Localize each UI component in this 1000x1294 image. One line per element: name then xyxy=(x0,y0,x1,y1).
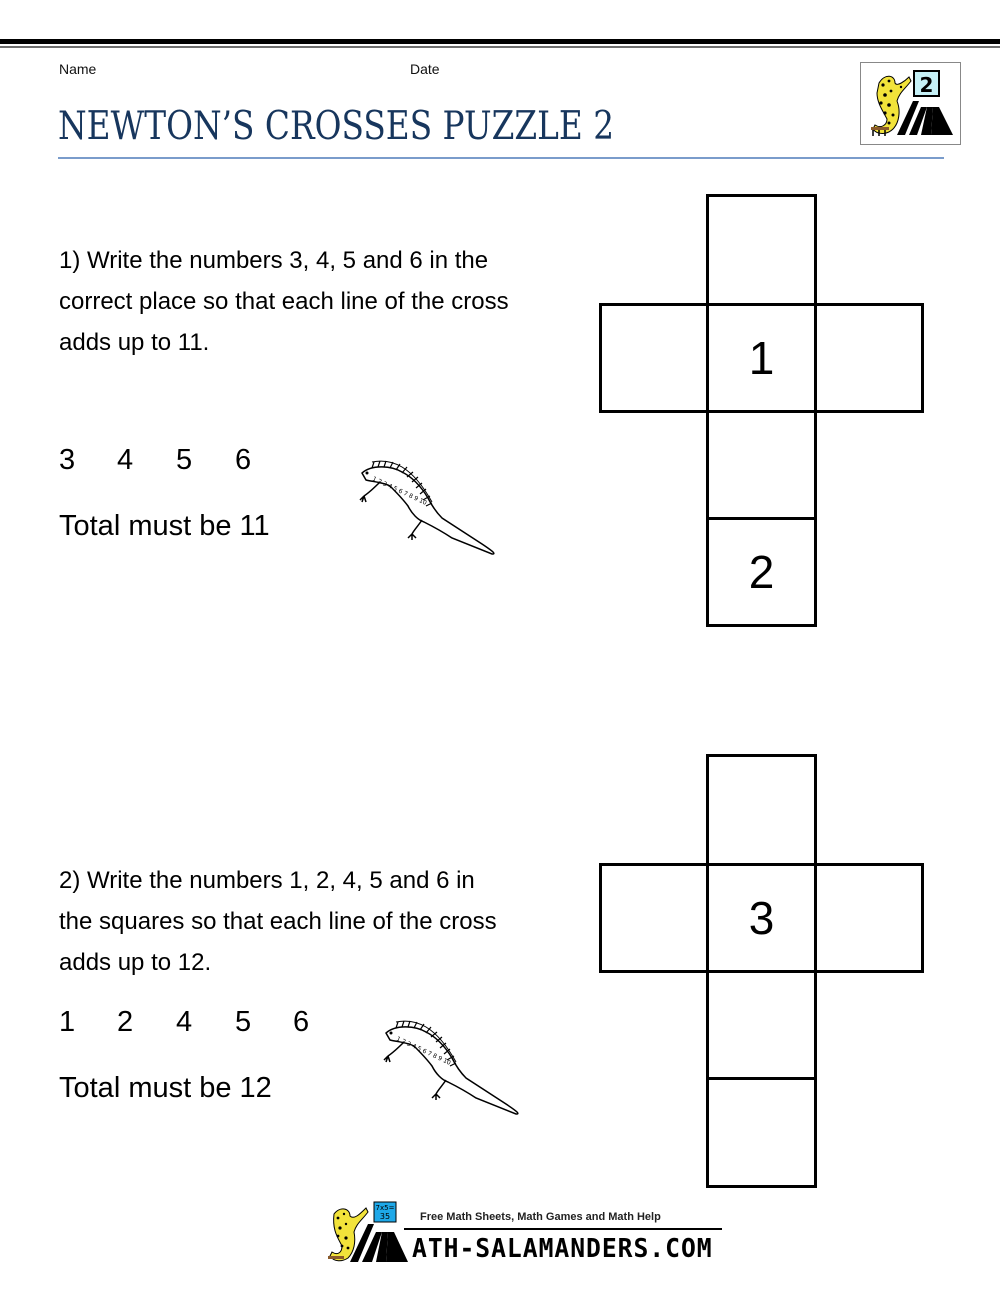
number-token: 5 xyxy=(235,1006,252,1038)
svg-text:2: 2 xyxy=(919,73,934,97)
cross-cell-center[interactable]: 3 xyxy=(706,863,817,973)
puzzle-1-total: Total must be 11 xyxy=(59,510,270,542)
cross-cell-top[interactable] xyxy=(706,194,817,306)
number-token: 2 xyxy=(117,1006,134,1038)
cross-cell-below-center[interactable] xyxy=(706,410,817,522)
svg-text:1 2 3 4 5 6 7 8 9 10: 1 2 3 4 5 6 7 8 9 10 xyxy=(371,475,428,507)
footer-logo xyxy=(322,1200,722,1270)
cross-cell-left[interactable] xyxy=(599,863,710,973)
puzzle-1-instruction xyxy=(59,240,579,363)
instruction-line: 1) Write the numbers 3, 4, 5 and 6 in the xyxy=(59,247,489,274)
cross-cell-right[interactable] xyxy=(813,863,924,973)
puzzle-1-number-bank xyxy=(59,444,359,484)
puzzle-2-number-bank xyxy=(59,1006,379,1046)
instruction-line: adds up to 11. xyxy=(59,329,210,356)
number-token: 1 xyxy=(59,1006,76,1038)
salamander-easel-icon xyxy=(861,63,960,144)
cross-cell-bottom[interactable] xyxy=(706,1077,817,1188)
cross-cell-top[interactable] xyxy=(706,754,817,866)
footer-tagline: Free Math Sheets, Math Games and Math Help xyxy=(420,1211,661,1223)
number-token: 3 xyxy=(59,444,76,476)
top-rule-thin xyxy=(0,46,1000,48)
name-label: Name xyxy=(59,61,97,77)
instruction-line: adds up to 12. xyxy=(59,949,212,976)
svg-text:1 2 3 4 5 6 7 8 9 10: 1 2 3 4 5 6 7 8 9 10 xyxy=(395,1035,452,1067)
date-label: Date xyxy=(410,61,440,77)
page-title: NEWTON’S CROSSES PUZZLE 2 xyxy=(58,104,615,149)
number-token: 4 xyxy=(176,1006,193,1038)
number-token: 6 xyxy=(293,1006,310,1038)
puzzle-2-instruction xyxy=(59,860,579,983)
puzzle-2-total: Total must be 12 xyxy=(59,1072,272,1104)
footer-divider xyxy=(404,1228,722,1230)
cross-cell-center[interactable]: 1 xyxy=(706,303,817,413)
cross-cell-left[interactable] xyxy=(599,303,710,413)
footer-brand[interactable]: ATH-SALAMANDERS.COM xyxy=(412,1234,713,1264)
number-token: 4 xyxy=(117,444,134,476)
cross-cell-below-center[interactable] xyxy=(706,970,817,1082)
top-rule-thick xyxy=(0,39,1000,44)
svg-text:7x5=: 7x5= xyxy=(375,1204,395,1212)
number-token: 6 xyxy=(235,444,252,476)
salamander-logo-icon xyxy=(322,1200,412,1266)
svg-text:35: 35 xyxy=(379,1212,391,1221)
instruction-line: 2) Write the numbers 1, 2, 4, 5 and 6 in xyxy=(59,867,475,894)
newt-icon xyxy=(376,1018,526,1118)
instruction-line: the squares so that each line of the cross xyxy=(59,908,497,935)
newt-icon xyxy=(352,458,502,558)
cross-cell-right[interactable] xyxy=(813,303,924,413)
instruction-line: correct place so that each line of the cross xyxy=(59,288,509,315)
title-underline xyxy=(58,157,944,159)
number-token: 5 xyxy=(176,444,193,476)
grade-logo xyxy=(860,62,961,145)
cross-cell-bottom[interactable]: 2 xyxy=(706,517,817,627)
